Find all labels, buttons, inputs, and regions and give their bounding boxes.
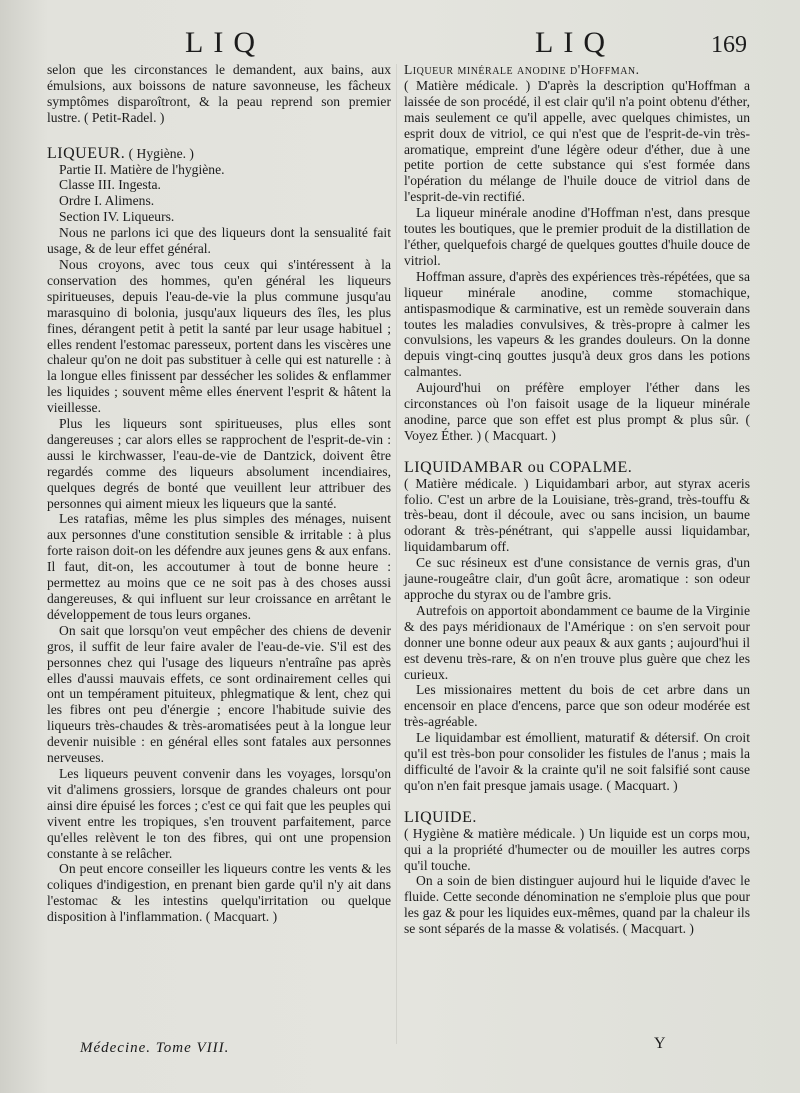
entry-title-note: ( Hygiène. ) <box>128 145 194 161</box>
outline-line: Partie II. Matière de l'hygiène. <box>59 161 225 177</box>
entry-title: LIQUEUR. <box>47 144 126 162</box>
entry-title: LIQUIDAMBAR ou COPALME. <box>404 458 633 476</box>
running-header <box>0 22 800 62</box>
left-column <box>47 62 391 925</box>
entry-title: LIQUIDE. <box>404 808 477 826</box>
body-paragraph: Hoffman assure, d'après des expériences très-répétées, que sa liqueur minérale anodine, comme stomachique, antispasmodique & carminative, est un remède souverain dans toutes les maladies convulsives, & très-propre à calmer les convulsions, les vapeurs & les grandes douleurs. On la donne depuis vingt-cinq gouttes jusqu'à deux gros dans les potions calmantes. <box>404 268 750 380</box>
body-paragraph: Ce suc résineux est d'une consistance de vernis gras, d'un jaune-rougeâtre clair, d'un goût âcre, aromatique : son odeur approche du styrax ou de l'ambre gris. <box>404 555 750 602</box>
outline-line: Classe III. Ingesta. <box>59 177 161 193</box>
entry-heading-liquidambar <box>404 460 750 476</box>
body-paragraph: Les liqueurs peuvent convenir dans les voyages, lorsqu'on vit d'alimens grossiers, lorsque de grandes chaleurs ont pour ainsi dire épuisé les forces ; c'est ce qui fait que les peuples qui vivent entre les tropiques, s'en trouvent parfaitement, parce qu'elles relèvent le ton des fibres, qui ont une propension constante à se relâcher. <box>47 765 391 861</box>
right-column <box>404 62 750 937</box>
body-paragraph: Nous croyons, avec tous ceux qui s'intéressent à la conservation des hommes, qu'en général les liqueurs spiritueuses, depuis l'eau-de-vie la plus commune jusqu'au marasquino di bolonia, jusqu'aux liqueurs des îles, les plus fines, dérangent petit à petit la santé par leur usage habituel ; elles rendent l'estomac paresseux, portent dans les viscères une chaleur qu'on ne doit pas substituer à celle qui est naturelle : à la longue elles finissent par dessécher les solides & enflammer les liquides ; souvent même elles énervent l'esprit & hâtent la vieillesse. <box>47 256 391 416</box>
header-left-word: LIQ <box>185 26 265 59</box>
body-paragraph: Plus les liqueurs sont spiritueuses, plus elles sont dangereuses ; car alors elles se rapprochent de l'esprit-de-vin : aussi le kirchwasser, l'eau-de-vie de Dantzick, doivent être regardés comme des liqueurs absolument incendiaires, quelques degrés de bonté que veuillent leur attribuer des personnes qui aiment mieux les liqueurs que la santé. <box>47 416 391 511</box>
body-paragraph: Aujourd'hui on préfère employer l'éther dans les circonstances où l'on faisoit usage de la liqueur minérale anodine, parce que son effet est plus prompt & plus sûr. ( Voyez Éther. ) ( Macquart. ) <box>404 380 750 443</box>
intro-paragraph: selon que les circonstances le demandent, aux bains, aux émulsions, aux boissons de nature savonneuse, les fâcheux symptômes disparoîtront, & la peau reprend son premier lustre. ( Petit-Radel. ) <box>47 62 391 125</box>
outline-line: Ordre I. Alimens. <box>59 193 155 209</box>
body-paragraph: Les ratafias, même les plus simples des ménages, nuisent aux personnes d'une constitution sensible & irritable : à plus forte raison doit-on les défendre aux jeunes gens & aux enfans. Il faut, dit-on, les accoutumer à tout de bonne heure : permettez au moins que ce ne soit pas à des choses aussi dangereuses, & qui influent sur leur croissance en arrêtant le développement de tous leurs organes. <box>47 511 391 622</box>
header-right-word: LIQ <box>535 26 615 59</box>
outline-line: Section IV. Liqueurs. <box>59 209 175 225</box>
body-paragraph: On a soin de bien distinguer aujourd hui le liquide d'avec le fluide. Cette seconde dénomination ne s'emploie plus que pour les gaz & pour les liquides eux-mêmes, quand par la chaleur ils se sont séparés de la masse & volatisés. ( Macquart. ) <box>404 873 750 937</box>
body-paragraph: Les missionaires mettent du bois de cet arbre dans un encensoir en place d'encens, parce que son odeur modérée est très-agréable. <box>404 682 750 730</box>
entry-heading-liquide <box>404 810 750 826</box>
classification-outline <box>47 162 391 226</box>
body-paragraph: Nous ne parlons ici que des liqueurs dont la sensualité fait usage, & de leur effet général. <box>47 225 391 257</box>
entry-heading-liqueur <box>47 146 391 162</box>
column-gutter <box>396 64 397 1044</box>
body-paragraph: Le liquidambar est émollient, maturatif & détersif. On croit qu'il est très-bon pour consolider les fistules de l'anus ; mais la difficulté de l'avoir & la crainte qu'il ne soit falsifié sont cause qu'on n'en fait presque jamais usage. ( Macquart. ) <box>404 730 750 793</box>
page-number: 169 <box>711 32 747 58</box>
body-paragraph: Autrefois on apportoit abondamment ce baume de la Virginie & des pays méridionaux de l'Amérique : on s'en servoit pour donner une bonne odeur aux peaux & aux gants ; aujourd'hui il est devenu très-rare, & on n'en trouve plus guère que chez les curieux. <box>404 602 750 682</box>
footer-volume: Médecine. Tome VIII. <box>80 1040 230 1056</box>
footer-signature: Y <box>654 1035 666 1052</box>
body-paragraph: ( Matière médicale. ) D'après la description qu'Hoffman a laissée de son procédé, il est clair qu'il n'a point obtenu d'éther, mais seulement ce qu'il appelle, avec quelques chimistes, un esprit doux de vitriol, ce qui n'est que de l'esprit-de-vin très-aromatique, empreint d'une légère odeur d'éther, due à une petite portion de cette substance qui s'est formée dans l'opération du mélange de l'huile douce de vitriol dans de l'esprit-de-vin rectifié. <box>404 77 750 205</box>
body-paragraph: On sait que lorsqu'on veut empêcher des chiens de devenir gros, il suffit de leur faire avaler de l'eau-de-vie. S'il est des personnes chez qui l'usage des liqueurs n'entraîne pas après elles d'aussi mauvais effets, ce sont ordinairement celles qui ont un tempérament pituiteux, phlegmatique & lent, chez qui les fibres ont peu d'énergie ; encore l'habitude suivie des liqueurs très-chaudes & très-aromatisées peut à la longue leur devenir nuisible : en général elles sont fatales aux personnes nerveuses. <box>47 622 391 766</box>
entry-heading-hoffman <box>404 62 750 78</box>
body-paragraph: La liqueur minérale anodine d'Hoffman n'est, dans presque toutes les boutiques, que le premier produit de la distillation de l'éther, quelquefois chargé de quelques gouttes d'huile douce de vitriol. <box>404 205 750 268</box>
entry-title: Liqueur minérale anodine d'Hoffman. <box>404 62 640 77</box>
body-paragraph: On peut encore conseiller les liqueurs contre les vents & les coliques d'indigestion, en prenant bien garde qu'il n'y ait dans l'estomac & les intestins quelqu'irritation ou quelque disposition à l'inflammation. ( Macquart. ) <box>47 861 391 925</box>
body-paragraph: ( Matière médicale. ) Liquidambari arbor, aut styrax aceris folio. C'est un arbre de la Louisiane, très-grand, très-touffu & très-beau, dont il découle, avec ou sans incision, un baume odorant & très-pénétrant, qui s'appelle aussi liquidambar, liquidambarum off. <box>404 475 750 555</box>
body-paragraph: ( Hygiène & matière médicale. ) Un liquide est un corps mou, qui a la propriété d'humecter ou de mouiller les autres corps qu'il touche. <box>404 825 750 873</box>
